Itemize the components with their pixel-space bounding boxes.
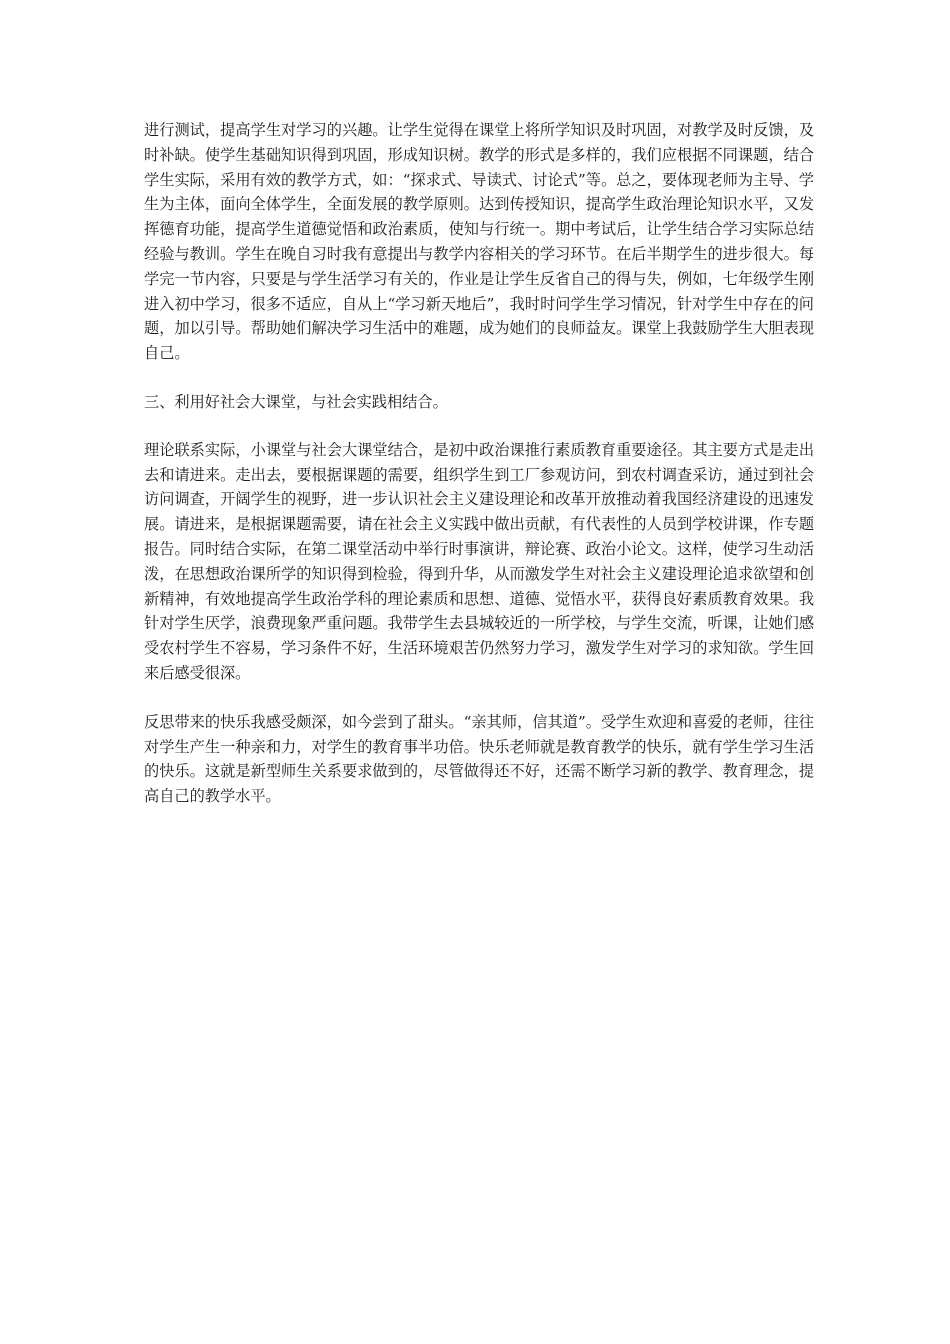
paragraph-reflection: 反思带来的快乐我感受颇深，如今尝到了甜头。“亲其师，信其道”。受学生欢迎和喜爱的老师，往往对学生产生一种亲和力，对学生的教育事半功倍。快乐老师就是教育教学的快乐，就有学生学习生活的快乐。这就是新型师生关系要求做到的，尽管做得还不好，还需不断学习新的教学、教育理念，提高自己的教学水平。	[144, 712, 814, 806]
document-body	[144, 118, 814, 809]
paragraph-teaching-methods: 进行测试，提高学生对学习的兴趣。让学生觉得在课堂上将所学知识及时巩固，对教学及时反馈，及时补缺。使学生基础知识得到巩固，形成知识树。教学的形式是多样的，我们应根据不同课题，结合学生实际，采用有效的教学方式，如：“探求式、导读式、讨论式”等。总之，要体现老师为主导、学生为主体，面向全体学生，全面发展的教学原则。达到传授知识，提高学生政治理论知识水平，又发挥德育功能，提高学生道德觉悟和政治素质，使知与行统一。期中考试后，让学生结合学习实际总结经验与教训。学生在晚自习时我有意提出与教学内容相关的学习环节。在后半期学生的进步很大。每学完一节内容，只要是与学生活学习有关的，作业是让学生反省自己的得与失，例如，七年级学生刚进入初中学习，很多不适应，自从上“学习新天地后”，我时时问学生学习情况，针对学生中存在的问题，加以引导。帮助她们解决学习生活中的难题，成为她们的良师益友。课堂上我鼓励学生大胆表现自己。	[144, 121, 814, 363]
section-heading-social-practice: 三、利用好社会大课堂，与社会实践相结合。	[144, 392, 448, 411]
paragraph-social-practice: 理论联系实际，小课堂与社会大课堂结合，是初中政治课推行素质教育重要途径。其主要方式是走出去和请进来。走出去，要根据课题的需要，组织学生到工厂参观访问，到农村调查采访，通过到社会访问调查，开阔学生的视野，进一步认识社会主义建设理论和改革开放推动着我国经济建设的迅速发展。请进来，是根据课题需要，请在社会主义实践中做出贡献，有代表性的人员到学校讲课，作专题报告。同时结合实际，在第二课堂活动中举行时事演讲，辩论赛、政治小论文。这样，使学习生动活泼，在思想政治课所学的知识得到检验，得到升华，从而激发学生对社会主义建设理论追求欲望和创新精神，有效地提高学生政治学科的理论素质和思想、道德、觉悟水平，获得良好素质教育效果。我针对学生厌学，浪费现象严重问题。我带学生去县城较近的一所学校，与学生交流，听课，让她们感受农村学生不容易，学习条件不好，生活环境艰苦仍然努力学习，激发学生对学习的求知欲。学生回来后感受很深。	[144, 440, 814, 682]
